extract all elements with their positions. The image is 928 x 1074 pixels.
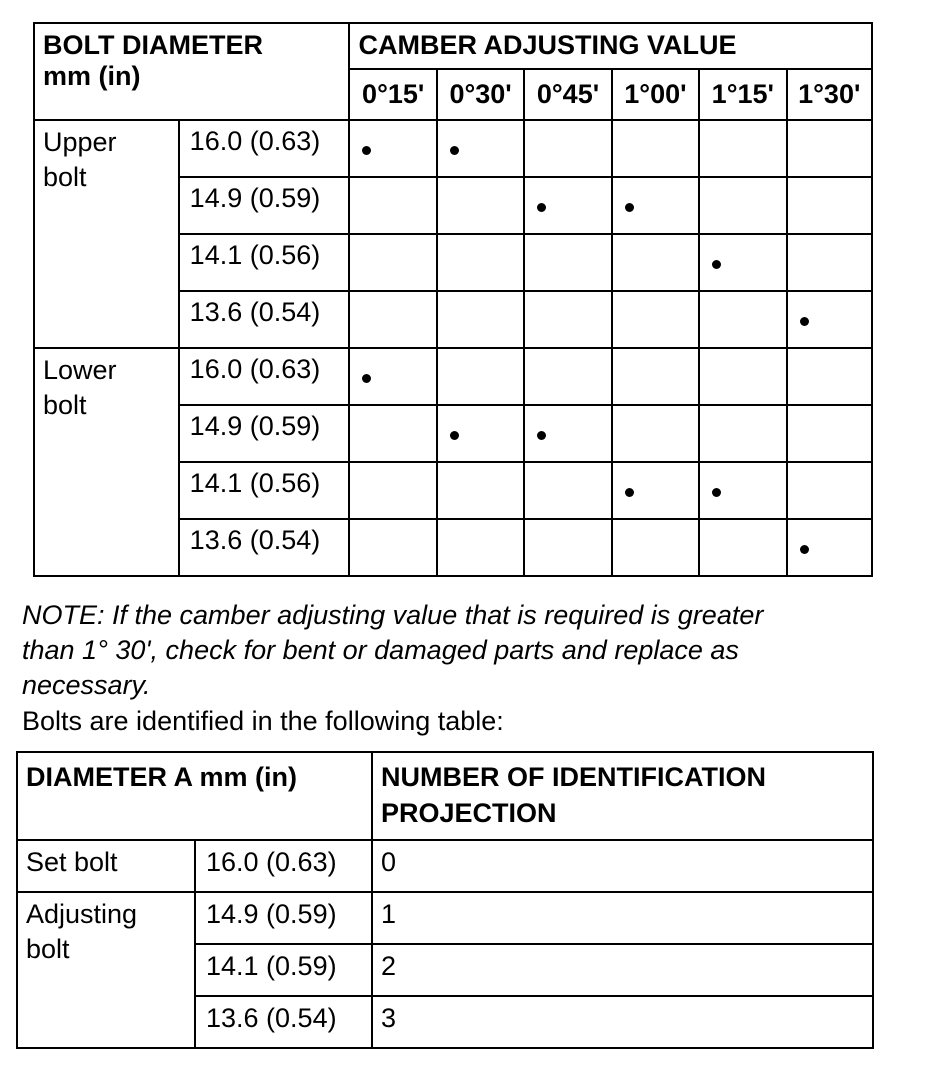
- table-row: [34, 348, 872, 405]
- camber-value-cell: [612, 291, 699, 348]
- diameter-cell: 13.6 (0.54): [195, 996, 372, 1048]
- bolt-identification-table: [16, 751, 874, 1049]
- column-header: 0°30': [437, 69, 524, 120]
- bolt-group-cell: [34, 348, 179, 576]
- bolt-type-label: bolt: [26, 934, 70, 964]
- camber-value-cell: [612, 462, 699, 519]
- camber-value-cell: [437, 291, 524, 348]
- diameter-cell: 16.0 (0.63): [179, 348, 350, 405]
- column-header: 1°00': [612, 69, 699, 120]
- camber-value-cell: [787, 120, 872, 177]
- applicable-dot-marker: [537, 431, 546, 440]
- camber-value-cell: [349, 348, 436, 405]
- identification-number-header: [372, 752, 873, 840]
- diameter-cell: 14.1 (0.59): [195, 944, 372, 996]
- bolt-type-cell: [17, 840, 195, 892]
- camber-value-cell: [787, 348, 872, 405]
- camber-value-cell: [349, 519, 436, 576]
- bolt-diameter-unit: mm (in): [43, 61, 141, 91]
- camber-value-cell: [437, 120, 524, 177]
- camber-value-cell: [787, 234, 872, 291]
- camber-value-cell: [349, 234, 436, 291]
- camber-value-cell: [699, 405, 786, 462]
- diameter-a-header: DIAMETER A mm (in): [17, 752, 372, 840]
- note-paragraph: [22, 598, 902, 703]
- applicable-dot-marker: [800, 317, 809, 326]
- note-line: NOTE: If the camber adjusting value that is required is greater: [22, 600, 764, 630]
- camber-value-cell: [349, 462, 436, 519]
- camber-value-cell: [437, 462, 524, 519]
- camber-value-cell: [612, 120, 699, 177]
- diameter-cell: 14.9 (0.59): [179, 177, 350, 234]
- bolt-type-cell: [17, 892, 195, 1048]
- camber-value-cell: [787, 405, 872, 462]
- camber-value-cell: [437, 234, 524, 291]
- applicable-dot-marker: [625, 203, 634, 212]
- projection-count-cell: 2: [372, 944, 873, 996]
- note-line: necessary.: [22, 670, 151, 700]
- projection-count-cell: 3: [372, 996, 873, 1048]
- camber-value-cell: [524, 405, 611, 462]
- applicable-dot-marker: [450, 431, 459, 440]
- camber-value-cell: [612, 234, 699, 291]
- table-row: [17, 840, 873, 892]
- camber-value-cell: [524, 348, 611, 405]
- bolt-group-cell: [34, 120, 179, 348]
- applicable-dot-marker: [712, 260, 721, 269]
- camber-value-cell: [787, 177, 872, 234]
- camber-value-cell: [349, 291, 436, 348]
- camber-value-cell: [699, 291, 786, 348]
- bolt-diameter-header: [34, 23, 349, 120]
- camber-value-cell: [524, 120, 611, 177]
- diameter-cell: 13.6 (0.54): [179, 519, 350, 576]
- camber-value-cell: [437, 177, 524, 234]
- camber-value-cell: [349, 405, 436, 462]
- note-line: than 1° 30', check for bent or damaged parts and replace as: [22, 635, 739, 665]
- diameter-cell: 14.9 (0.59): [195, 892, 372, 944]
- camber-value-cell: [699, 348, 786, 405]
- projection-count-cell: 1: [372, 892, 873, 944]
- camber-adjusting-header: CAMBER ADJUSTING VALUE: [349, 23, 872, 69]
- camber-value-cell: [524, 291, 611, 348]
- camber-value-cell: [787, 462, 872, 519]
- applicable-dot-marker: [537, 203, 546, 212]
- bolt-type-label: Set bolt: [26, 847, 118, 877]
- camber-value-cell: [699, 120, 786, 177]
- column-header: 1°30': [787, 69, 872, 120]
- bolt-group-label: bolt: [43, 390, 87, 420]
- table-row: [17, 892, 873, 944]
- camber-value-cell: [699, 234, 786, 291]
- camber-value-cell: [612, 405, 699, 462]
- bolt-type-label: Adjusting: [26, 899, 138, 929]
- camber-value-cell: [699, 177, 786, 234]
- camber-value-cell: [612, 519, 699, 576]
- applicable-dot-marker: [712, 488, 721, 497]
- camber-value-cell: [612, 348, 699, 405]
- camber-value-cell: [787, 519, 872, 576]
- diameter-cell: 16.0 (0.63): [195, 840, 372, 892]
- applicable-dot-marker: [362, 374, 371, 383]
- applicable-dot-marker: [450, 146, 459, 155]
- camber-value-cell: [699, 462, 786, 519]
- camber-value-cell: [699, 519, 786, 576]
- camber-value-cell: [524, 234, 611, 291]
- diameter-cell: 14.1 (0.56): [179, 234, 350, 291]
- diameter-cell: 13.6 (0.54): [179, 291, 350, 348]
- bolt-group-label: Upper: [43, 127, 117, 157]
- projection-count-cell: 0: [372, 840, 873, 892]
- camber-value-cell: [437, 405, 524, 462]
- applicable-dot-marker: [362, 146, 371, 155]
- table-row: [34, 120, 872, 177]
- bolt-group-label: Lower: [43, 355, 117, 385]
- camber-value-cell: [524, 177, 611, 234]
- diameter-cell: 16.0 (0.63): [179, 120, 350, 177]
- camber-value-cell: [524, 519, 611, 576]
- camber-value-cell: [787, 291, 872, 348]
- applicable-dot-marker: [625, 488, 634, 497]
- bolt-group-label: bolt: [43, 162, 87, 192]
- bolt-diameter-title: BOLT DIAMETER: [43, 30, 263, 60]
- column-header: 0°45': [524, 69, 611, 120]
- camber-value-cell: [612, 177, 699, 234]
- applicable-dot-marker: [800, 545, 809, 554]
- identification-number-header-line: NUMBER OF IDENTIFICATION: [381, 762, 766, 792]
- intro-text: Bolts are identified in the following table:: [22, 706, 504, 736]
- camber-value-cell: [349, 120, 436, 177]
- diameter-cell: 14.9 (0.59): [179, 405, 350, 462]
- camber-value-cell: [349, 177, 436, 234]
- camber-value-cell: [437, 348, 524, 405]
- identification-number-header-line: PROJECTION: [381, 798, 557, 828]
- diameter-cell: 14.1 (0.56): [179, 462, 350, 519]
- column-header: 1°15': [699, 69, 786, 120]
- camber-value-cell: [524, 462, 611, 519]
- camber-value-cell: [437, 519, 524, 576]
- column-header: 0°15': [349, 69, 436, 120]
- camber-adjusting-table: [33, 22, 873, 577]
